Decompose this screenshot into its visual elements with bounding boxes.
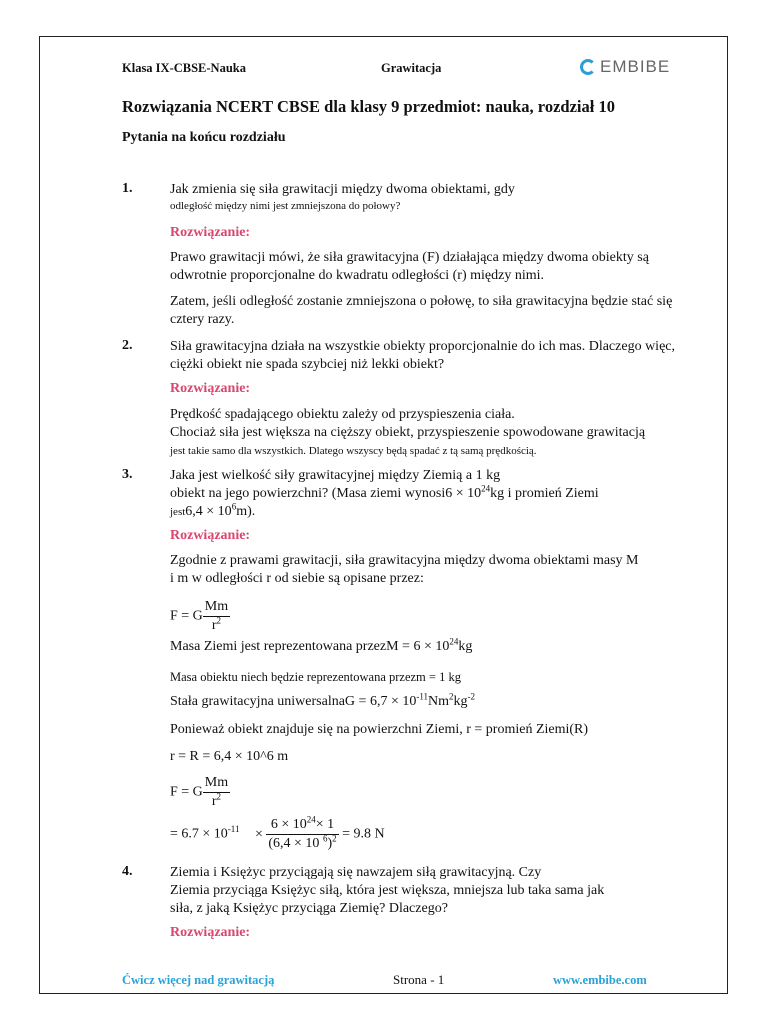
answer-label: Rozwiązanie: xyxy=(170,225,251,240)
question-number: 2. xyxy=(122,338,133,353)
formula-denominator: r xyxy=(211,618,217,633)
q3-line3-a: jest xyxy=(170,506,186,518)
question-number: 1. xyxy=(122,181,133,196)
mass-earth xyxy=(170,638,700,656)
formula-lhs: F = G xyxy=(170,784,203,800)
answer-2 xyxy=(170,406,700,460)
calc-a: = 6.7 × 10 xyxy=(170,826,228,842)
q3-line2-b: kg i promień Ziemi xyxy=(490,486,599,501)
question-3 xyxy=(170,467,690,521)
question-4-line1: Ziemia i Księżyc przyciągają się nawzajem siłą grawitacyjną. Czy xyxy=(170,865,542,880)
embibe-logo xyxy=(580,57,670,77)
footer-website-link[interactable]: www.embibe.com xyxy=(553,973,647,987)
calc-den-sup: 6 xyxy=(322,833,328,844)
calc-fraction xyxy=(266,816,338,853)
formula-fraction xyxy=(203,598,230,635)
g-const-c: kg xyxy=(453,694,468,709)
answer-2-line3: jest takie samo dla wszystkich. Dlatego wszyscy będą spadać z tą samą prędkością. xyxy=(170,445,537,457)
question-3-line3 xyxy=(170,503,690,521)
mass-earth-sup: 24 xyxy=(449,636,459,647)
g-const-sup3: -2 xyxy=(467,691,476,702)
radius-text: r = R = 6,4 × 10^6 m xyxy=(170,749,289,764)
section-subtitle: Pytania na końcu rozdziału xyxy=(122,130,286,145)
answer-1-p1: Prawo grawitacji mówi, że siła grawitacyjna (F) działająca między dwoma obiekty są odwrotnie proporcjonalne do kwadratu odległości (r) między nimi. xyxy=(170,250,649,283)
calc-den-a: (6,4 × 10 xyxy=(268,836,323,851)
question-4 xyxy=(170,864,690,918)
logo-text: EMBIBE xyxy=(600,57,671,76)
calc-den-sup2: 2 xyxy=(332,833,337,844)
q3-line2-sup: 24 xyxy=(481,483,491,494)
question-3-line2 xyxy=(170,485,690,503)
answer-1-p2: Zatem, jeśli odległość zostanie zmniejszona o połowę, to siła grawitacyjna będzie stać się cztery razy. xyxy=(170,294,673,327)
q3-line3-b: 6,4 × 10 xyxy=(185,504,232,519)
formula-1 xyxy=(170,598,700,635)
formula-fraction xyxy=(203,774,230,811)
formula-lhs: F = G xyxy=(170,608,203,624)
formula-numerator: Mm xyxy=(203,598,230,617)
footer-practice-link[interactable]: Ćwicz więcej nad grawitacją xyxy=(122,973,275,987)
surface-text: Ponieważ obiekt znajduje się na powierzchni Ziemi, r = promień Ziemi(R) xyxy=(170,722,589,737)
g-const-sup1: -11 xyxy=(416,691,429,702)
q3-line3-c: m). xyxy=(236,504,256,519)
calc-num-b: × 1 xyxy=(315,817,335,832)
calc-num-sup: 24 xyxy=(306,814,316,825)
question-3-line1: Jaka jest wielkość siły grawitacyjnej między Ziemią a 1 kg xyxy=(170,468,501,483)
page-title: Rozwiązania NCERT CBSE dla klasy 9 przedmiot: nauka, rozdział 10 xyxy=(122,97,615,116)
calculation xyxy=(170,816,700,853)
formula-denominator: r xyxy=(211,794,217,809)
mass-object: Masa obiektu niech będzie reprezentowana przezm = 1 kg xyxy=(170,670,461,684)
calc-sup: -11 xyxy=(227,824,240,835)
header-class: Klasa IX-CBSE-Nauka xyxy=(122,61,246,75)
question-4-line3: siła, z jaką Księżyc przyciąga Ziemię? Dlaczego? xyxy=(170,901,448,916)
calc-num-a: 6 × 10 xyxy=(270,817,307,832)
page-number: Strona - 1 xyxy=(393,972,445,987)
calc-den-b: ) xyxy=(327,836,333,851)
answer-3-p1: Zgodnie z prawami grawitacji, siła grawitacyjna między dwoma obiektami masy M i m w odległości r od siebie są opisane przez: xyxy=(170,553,639,586)
q3-line2-a: obiekt na jego powierzchni? (Masa ziemi wynosi6 × 10 xyxy=(170,486,482,501)
question-1-line1: Jak zmienia się siła grawitacji między dwoma obiektami, gdy xyxy=(170,182,515,197)
mass-earth-a: Masa Ziemi jest reprezentowana przezM = 6 × 10 xyxy=(170,639,450,654)
answer-label: Rozwiązanie: xyxy=(170,381,251,396)
formula-2 xyxy=(170,774,700,811)
question-number: 4. xyxy=(122,864,133,879)
gravitational-constant xyxy=(170,693,700,711)
calc-result: = 9.8 N xyxy=(342,826,385,842)
answer-2-line1: Prędkość spadającego obiektu zależy od przyspieszenia ciała. xyxy=(170,407,515,422)
formula-numerator: Mm xyxy=(203,774,230,793)
mass-earth-b: kg xyxy=(458,639,473,654)
header-subject: Grawitacja xyxy=(381,61,442,75)
g-const-a: Stała grawitacyjna uniwersalnaG = 6,7 × 10 xyxy=(170,694,417,709)
question-4-line2: Ziemia przyciąga Księżyc siłą, która jest większa, mniejsza lub taka sama jak xyxy=(170,883,605,898)
g-const-sup2: 2 xyxy=(449,691,454,702)
calc-times: × xyxy=(254,826,263,842)
question-1 xyxy=(170,181,690,215)
question-2: Siła grawitacyjna działa na wszystkie obiekty proporcjonalnie do ich mas. Dlaczego więc, ciężki obiekt nie spada szybciej niż lekki obiekt? xyxy=(170,339,675,372)
answer-label: Rozwiązanie: xyxy=(170,528,251,543)
embibe-logo-icon xyxy=(580,59,596,75)
q3-line3-sup: 6 xyxy=(231,501,237,512)
answer-label: Rozwiązanie: xyxy=(170,925,251,940)
question-number: 3. xyxy=(122,467,133,482)
formula-den-sup: 2 xyxy=(216,615,222,626)
answer-2-line2: Chociaż siła jest większa na cięższy obiekt, przyspieszenie spowodowane grawitacją xyxy=(170,425,646,440)
formula-den-sup: 2 xyxy=(216,791,222,802)
g-const-b: Nm xyxy=(428,694,450,709)
question-1-line2: odległość między nimi jest zmniejszona do połowy? xyxy=(170,200,401,212)
